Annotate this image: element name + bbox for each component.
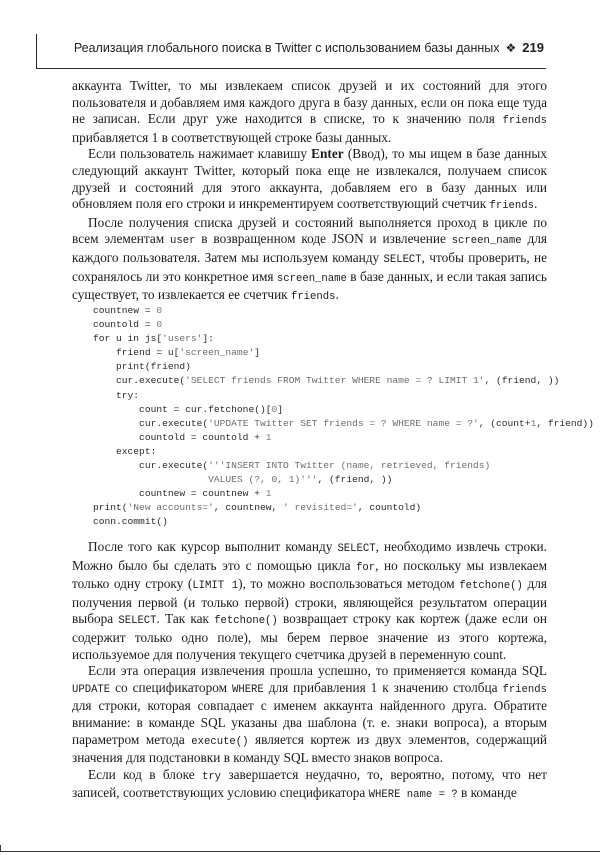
code-line: conn.commit()	[93, 516, 168, 528]
key-name: Enter	[311, 146, 344, 162]
running-title: Реализация глобального поиска в Twitter с использованием базы данных	[73, 41, 500, 55]
running-header	[36, 40, 544, 55]
text-block-bottom	[72, 539, 547, 804]
code-line: VALUES (?, 0, 1)''', (friend, ))	[93, 474, 393, 486]
text-block-top	[72, 78, 547, 306]
paragraph-4: После того как курсор выполнит команду SELECT, необходимо извлечь строки. Можно было бы сделать это с помощью цикла for, но поскольку мы извлекаем только одну строку (LIMIT 1), то можно воспользоваться методом fetchone() для получения первой (и только первой) строки, являющейся результатом операции выбора SELECT. Так как fetchone() возвращает строку как кортеж (даже если он содержит только одно поле), мы берем первое значение из этого кортежа, используемое для получения текущего счетчика друзей в переменную count.	[72, 539, 547, 662]
paragraph-3: После получения списка друзей и состояний выполняется проход в цикле по всем элементам user в возвращенном коде JSON и извлечение screen_name для каждого пользователя. Затем мы используем команду SELECT, чтобы проверить, не сохранялось ли это конкретное имя screen_name в базе данных, и если такая запись существует, то извлекается ее счетчик friends.	[72, 214, 547, 304]
bottom-rule	[0, 851, 600, 852]
code-line: countnew = 0	[93, 305, 163, 316]
code-line: try:	[93, 389, 140, 401]
code-line: cur.execute('''INSERT INTO Twitter (name, retrieved, friends)	[93, 460, 491, 472]
code-line: print(friend)	[93, 361, 191, 373]
paragraph-5: Если эта операция извлечения прошла успешно, то применяется команда SQL UPDATE со спецификатором WHERE для прибавления 1 к значению столбца friends для строки, которая совпадает с именем аккаунта найденного друга. Обратите внимание: в команде SQL указаны два шаблона (т. е. знаки вопроса), а вторым параметром метода execute() является кортеж из двух элементов, содержащий значения для подстановки в команду SQL вместо знаков вопроса.	[72, 663, 547, 766]
code-listing	[93, 304, 594, 530]
ornament-icon: ❖	[505, 41, 517, 55]
header-rule	[36, 68, 546, 69]
paragraph-6: Если код в блоке try завершается неудачно, то, вероятно, потому, что нет записей, соответствующих условию спецификатора WHERE name = ? в команде	[72, 766, 547, 802]
paragraph-2: Если пользователь нажимает клавишу Enter (Ввод), то мы ищем в базе данных следующий аккаунт Twitter, который пока еще не извлекался, получаем список друзей и состояний для этого аккаунта, добавляем его в базу данных или обновляем поля его строки и инкрементируем соответствующий счетчик friends.	[72, 146, 547, 213]
code-line: except:	[93, 445, 157, 457]
code-line: cur.execute('SELECT friends FROM Twitter WHERE name = ? LIMIT 1', (friend, ))	[93, 375, 560, 387]
paragraph-1: аккаунта Twitter, то мы извлекаем список друзей и их состояний для этого пользователя и добавляем имя каждого друга в базу данных, если он пока еще туда не записан. Если друг уже находится в списке, то к значению поля friends прибавляется 1 в соответствующей строке базы данных.	[72, 78, 547, 145]
page-number: 219	[522, 40, 544, 55]
code-line: friend = u['screen_name']	[93, 347, 260, 359]
code-line: countold = 0	[93, 319, 163, 331]
code-line: countnew = countnew + 1	[93, 488, 272, 500]
code-line: countold = countold + 1	[93, 431, 272, 443]
code-line: for u in js['users']:	[93, 333, 214, 345]
code-line: count = cur.fetchone()[0]	[93, 403, 284, 415]
code-line: cur.execute('UPDATE Twitter SET friends = ? WHERE name = ?', (count+1, friend))	[93, 417, 594, 429]
code-line: print('New accounts=', countnew, ' revisited=', countold)	[93, 502, 422, 514]
